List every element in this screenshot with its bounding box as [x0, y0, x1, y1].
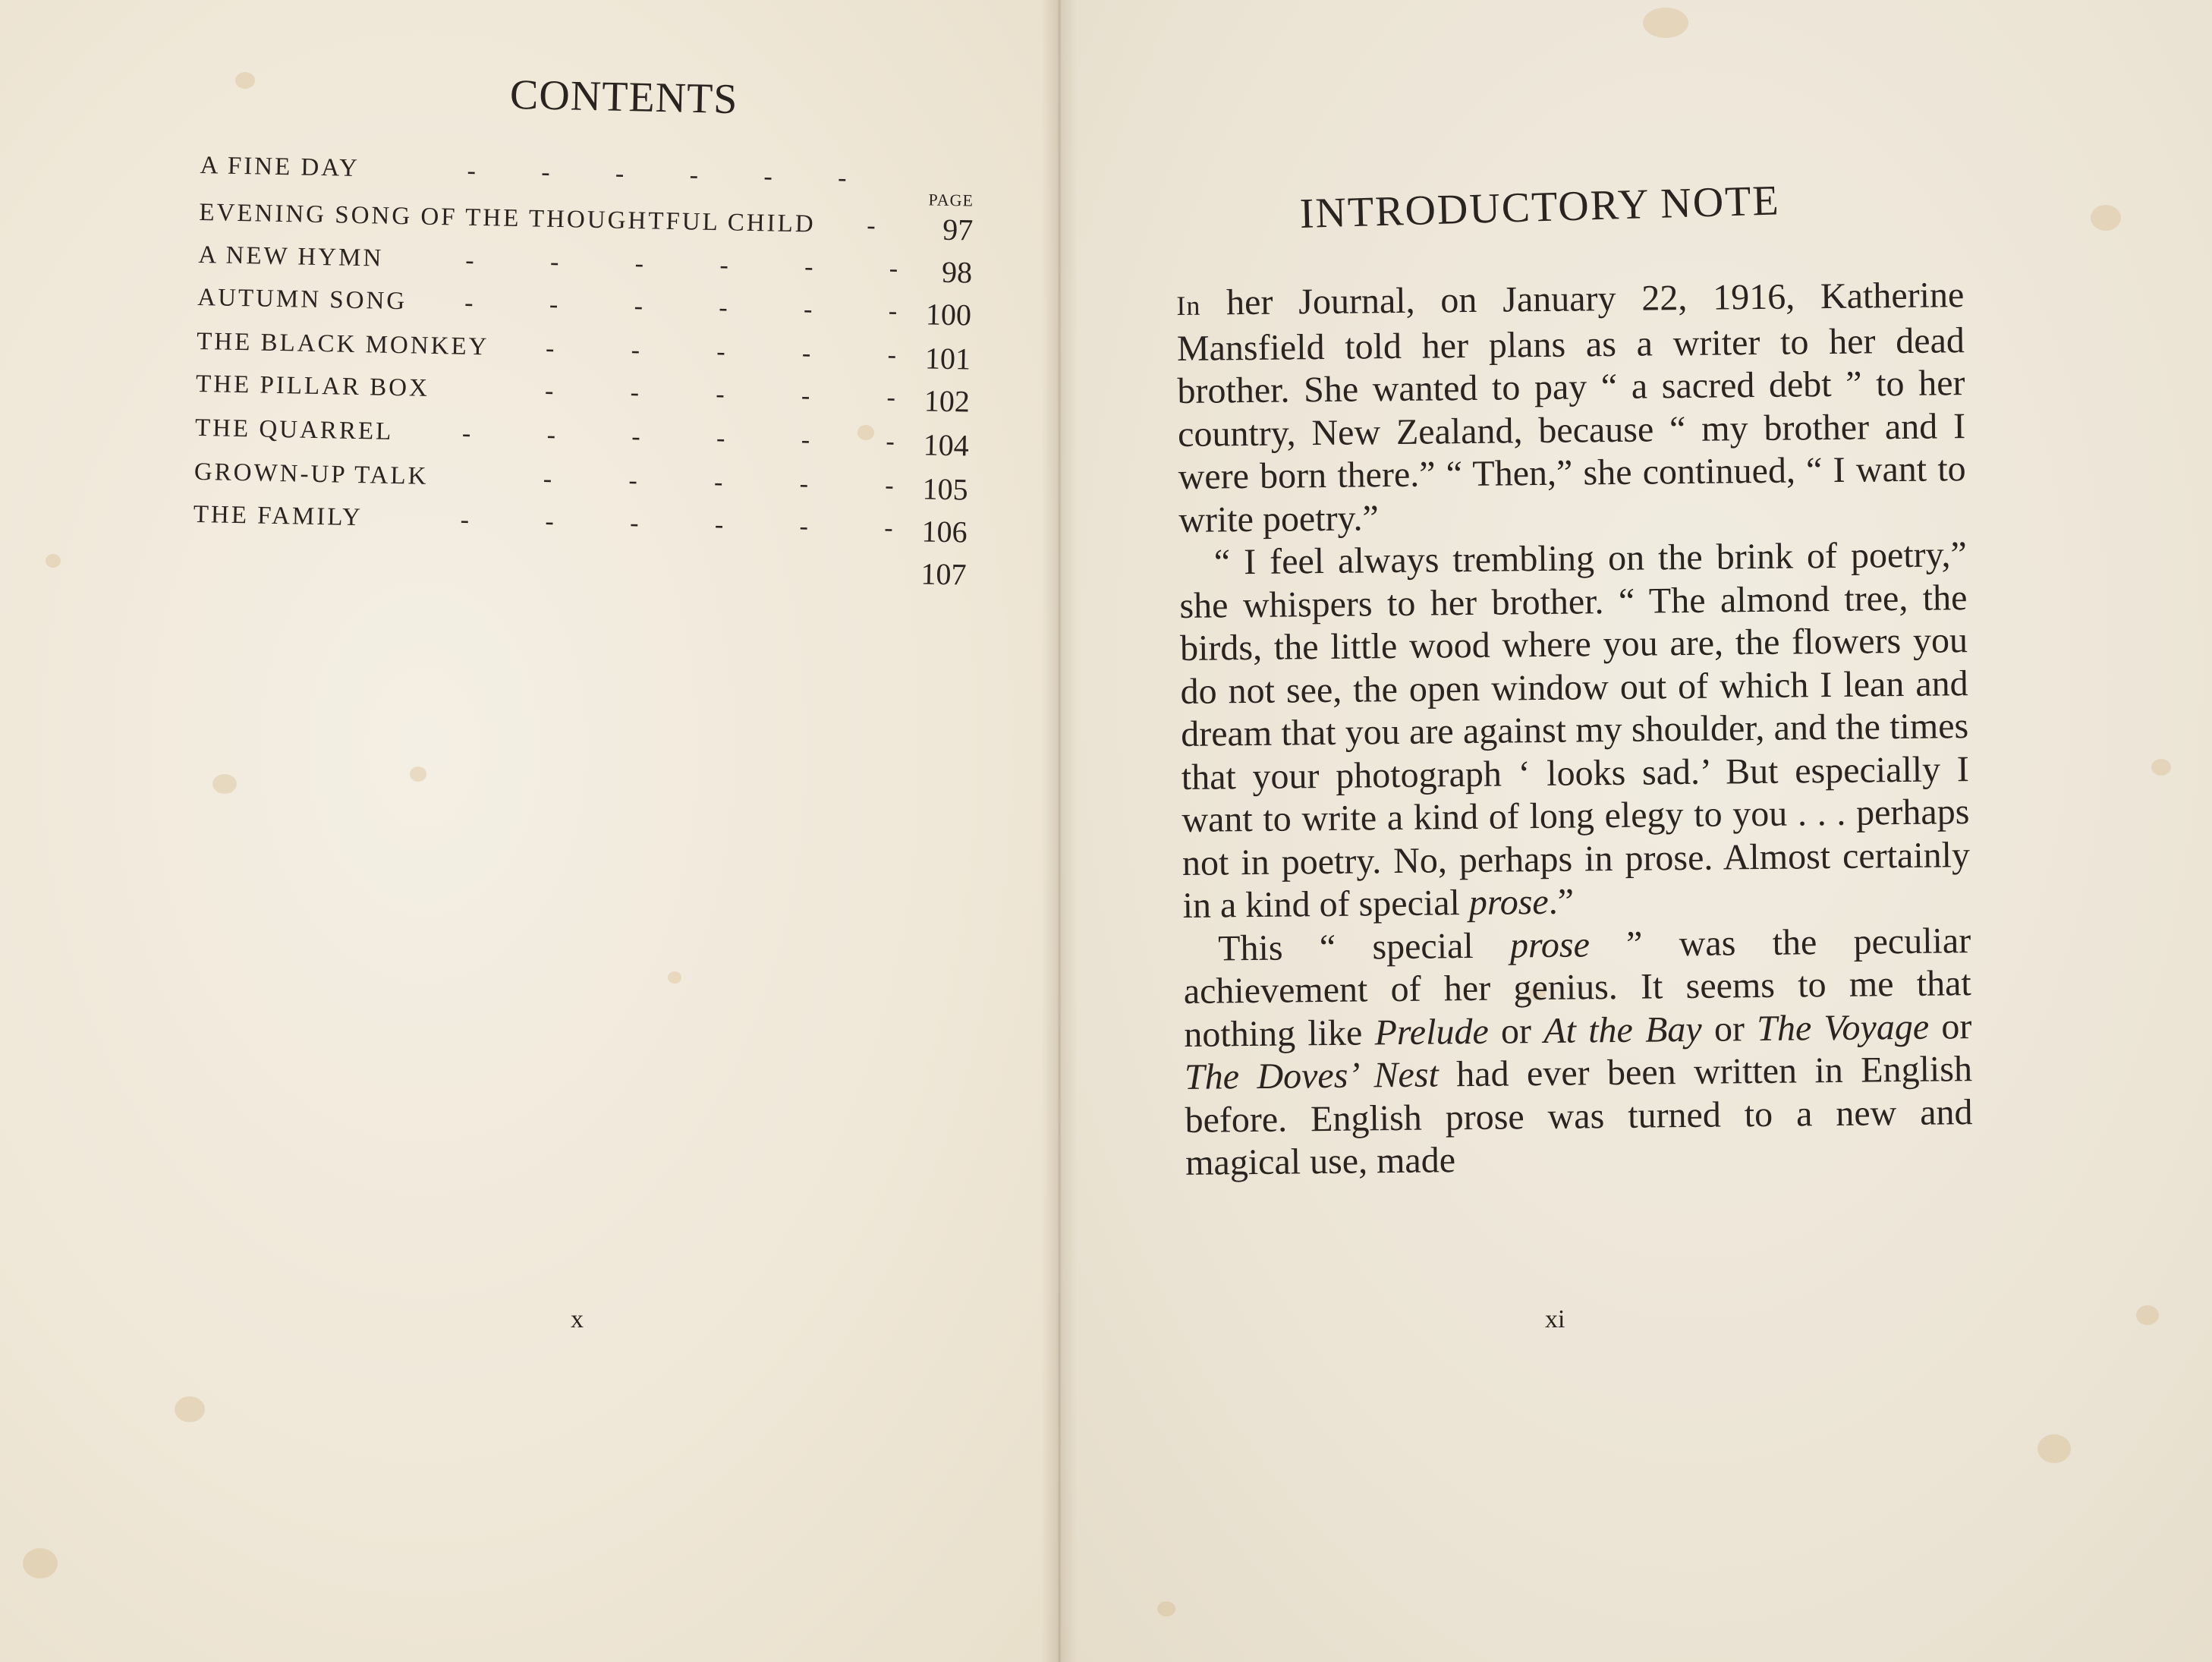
leader-dashes: - - - - -: [543, 464, 895, 500]
small-caps-opening: In: [1176, 290, 1201, 321]
entry-title: EVENING SONG OF THE THOUGHTFUL CHILD: [199, 198, 816, 238]
paragraph-text: or: [1701, 1008, 1757, 1050]
paragraph-text: This “ special: [1217, 924, 1511, 968]
left-page-number: x: [571, 1305, 584, 1333]
entry-title: AUTUMN SONG: [197, 283, 407, 316]
leader-dashes: - - - - - -: [460, 505, 893, 543]
entry-title: GROWN-UP TALK: [194, 458, 429, 490]
entry-title: A NEW HYMN: [198, 241, 384, 272]
entry-page-number: 101: [924, 341, 971, 376]
leader-dashes: - - - - -: [545, 334, 897, 370]
foxing-spot: [410, 766, 426, 782]
paragraph: [1176, 274, 1967, 542]
introductory-note-body: [1176, 274, 1973, 1185]
foxing-spot: [668, 971, 681, 984]
foxing-spot: [175, 1396, 205, 1422]
leader-dashes: - - - - - -: [461, 419, 895, 456]
entry-title: THE PILLAR BOX: [195, 370, 430, 402]
entry-page-number: 98: [941, 254, 973, 290]
foxing-spot: [2091, 205, 2121, 231]
paragraph-text: “ I feel always trembling on the brink of poetry,” she whispers to her brother. “ The almond tree, the birds, the little wood where you are, the flowers you do not see, the open window out of which I lean and dream that you are against my shoulder, and the times that your photograph ‘ looks sad.’ But especially I want to write a kind of long elegy to you . . . perhaps not in poetry. No, perhaps in prose. Almost certainly in a kind of special: [1179, 534, 1971, 926]
leader-dashes: - - - - - -: [467, 156, 847, 193]
foxing-spot: [23, 1548, 58, 1579]
paragraph-text: .”: [1548, 881, 1575, 922]
paragraph-text: had ever been written in English before. English prose was turned to a new and magical use, made: [1185, 1049, 1973, 1183]
foxing-spot: [212, 774, 237, 794]
foxing-spot: [2037, 1434, 2071, 1463]
foxing-spot: [1157, 1601, 1175, 1616]
entry-page-number: 102: [924, 383, 971, 419]
paragraph-text: or: [1928, 1006, 1972, 1047]
entry-title: THE QUARREL: [194, 414, 394, 445]
right-page-number: xi: [1545, 1305, 1565, 1333]
leader-dashes: - - - - -: [544, 376, 896, 412]
italic-title: The Doves’ Nest: [1184, 1054, 1440, 1097]
italic-text: prose: [1468, 881, 1549, 924]
italic-title: At the Bay: [1543, 1009, 1702, 1051]
foxing-spot: [46, 554, 61, 568]
italic-text: prose: [1509, 924, 1591, 965]
italic-title: The Voyage: [1756, 1006, 1930, 1049]
italic-title: Prelude: [1374, 1011, 1489, 1053]
book-gutter: [1041, 0, 1078, 1662]
leader-dashes: - - - - - -: [464, 246, 898, 283]
entry-title: THE FAMILY: [193, 500, 363, 532]
paragraph: [1183, 920, 1973, 1185]
foxing-spot: [2136, 1305, 2159, 1325]
foxing-spot: [235, 72, 255, 89]
entry-page-number: 106: [921, 514, 968, 549]
entry-title: A FINE DAY: [200, 152, 360, 183]
paragraph-text: her Journal, on January 22, 1916, Katherine Mansfield told her plans as a writer to her dead brother. She wanted to pay “ a sacred debt ” to her country, New Zealand, because “ my brother and I were born there.” “ Then,” she continued, “ I want to write poetry.”: [1176, 275, 1966, 540]
paragraph: [1179, 534, 1971, 927]
entry-page-number: 97: [942, 212, 974, 247]
foxing-spot: [2151, 759, 2171, 776]
entry-page-number: 104: [923, 427, 970, 463]
paragraph-text: or: [1488, 1010, 1544, 1052]
entry-title: THE BLACK MONKEY: [196, 327, 489, 361]
leader-dashes: - - - - - -: [464, 288, 898, 326]
paragraph-text: ” was the peculiar achievement of her genius. It seems to me that nothing like: [1183, 920, 1972, 1055]
entry-page-number: 105: [922, 471, 969, 507]
introductory-note-heading: INTRODUCTORY NOTE: [1299, 177, 1781, 238]
page-column-label: PAGE: [928, 190, 974, 210]
leader-dashes: -: [866, 211, 876, 241]
entry-page-number: 107: [920, 556, 967, 592]
contents-heading: CONTENTS: [509, 71, 739, 124]
entry-page-number: 100: [925, 297, 972, 332]
foxing-spot: [1643, 8, 1688, 38]
